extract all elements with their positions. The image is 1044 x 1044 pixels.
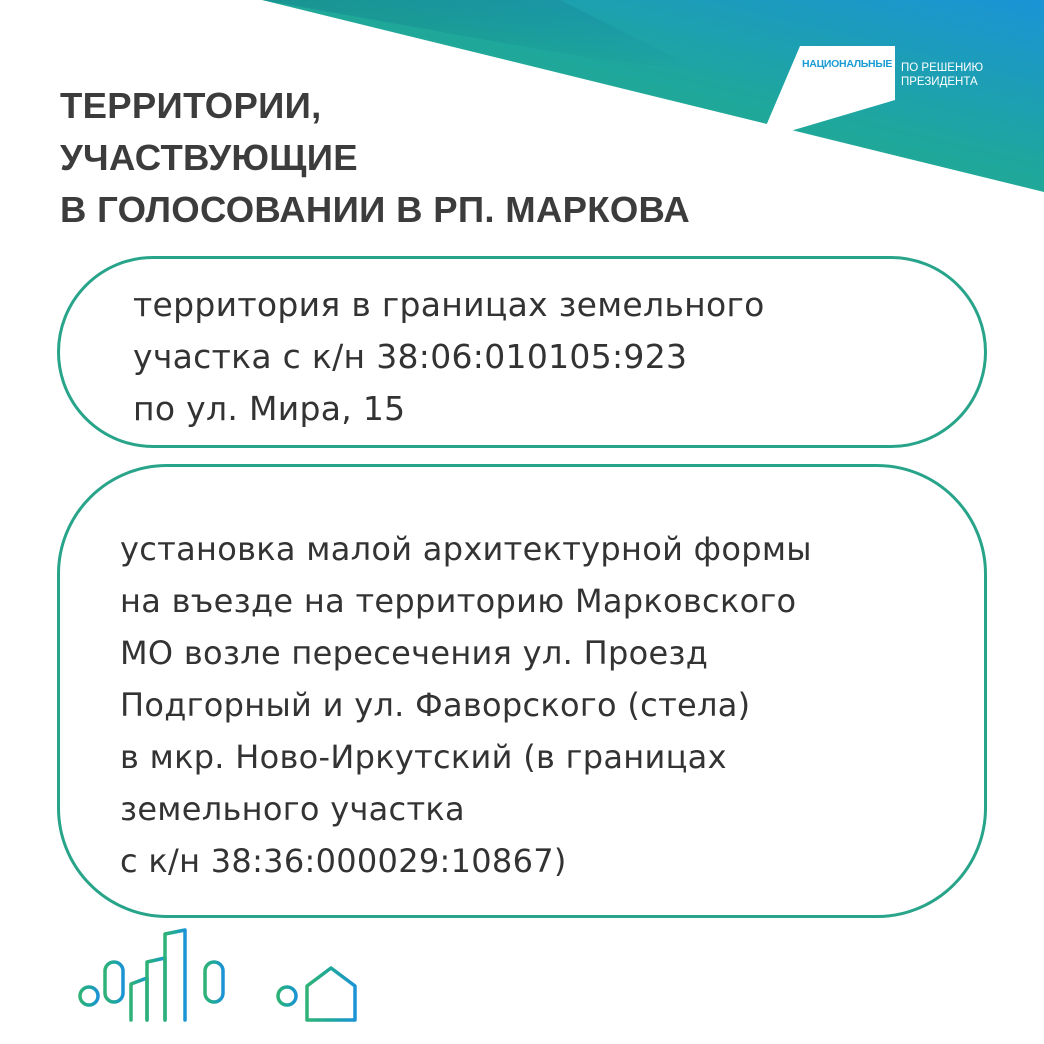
logo-caption-line: ПО РЕШЕНИЮ [901,62,984,74]
territory-card-2 [57,464,987,918]
territory-text-line: Подгорный и ул. Фаворского (стела) [120,686,751,724]
territory-text-line: территория в границах земельного [133,285,765,324]
logo-text-block [800,58,893,98]
territory-text-line: участка с к/н 38:06:010105:923 [133,337,688,376]
logo-divider [893,58,895,96]
national-projects-logo [800,58,1000,100]
page-title-line: ТЕРРИТОРИИ, [60,85,322,126]
territory-text-line: МО возле пересечения ул. Проезд [120,634,709,672]
territory-text-line: в мкр. Ново-Иркутский (в границах [120,738,727,776]
page-title-line: УЧАСТВУЮЩИЕ [60,137,358,178]
logo-line: НАЦИОНАЛЬНЫЕ [802,58,893,70]
page-title-line: В ГОЛОСОВАНИИ В РП. МАРКОВА [60,189,691,230]
logo-line: ПРОЕКТЫ [837,70,888,82]
page-title [60,80,760,236]
logo-line: РОССИИ [844,82,888,94]
territory-text-line: на въезде на территорию Марковского [120,582,797,620]
territory-card-1 [57,256,987,448]
territory-text-line: установка малой архитектурной формы [120,530,812,568]
logo-caption-line: ПРЕЗИДЕНТА [901,76,978,88]
territory-text-line: земельного участка [120,790,465,828]
territory-text-line: с к/н 38:36:000029:10867) [120,842,567,880]
logo-caption [901,61,1001,89]
city-skyline-icon [75,928,365,1028]
territory-text-line: по ул. Мира, 15 [133,389,406,428]
